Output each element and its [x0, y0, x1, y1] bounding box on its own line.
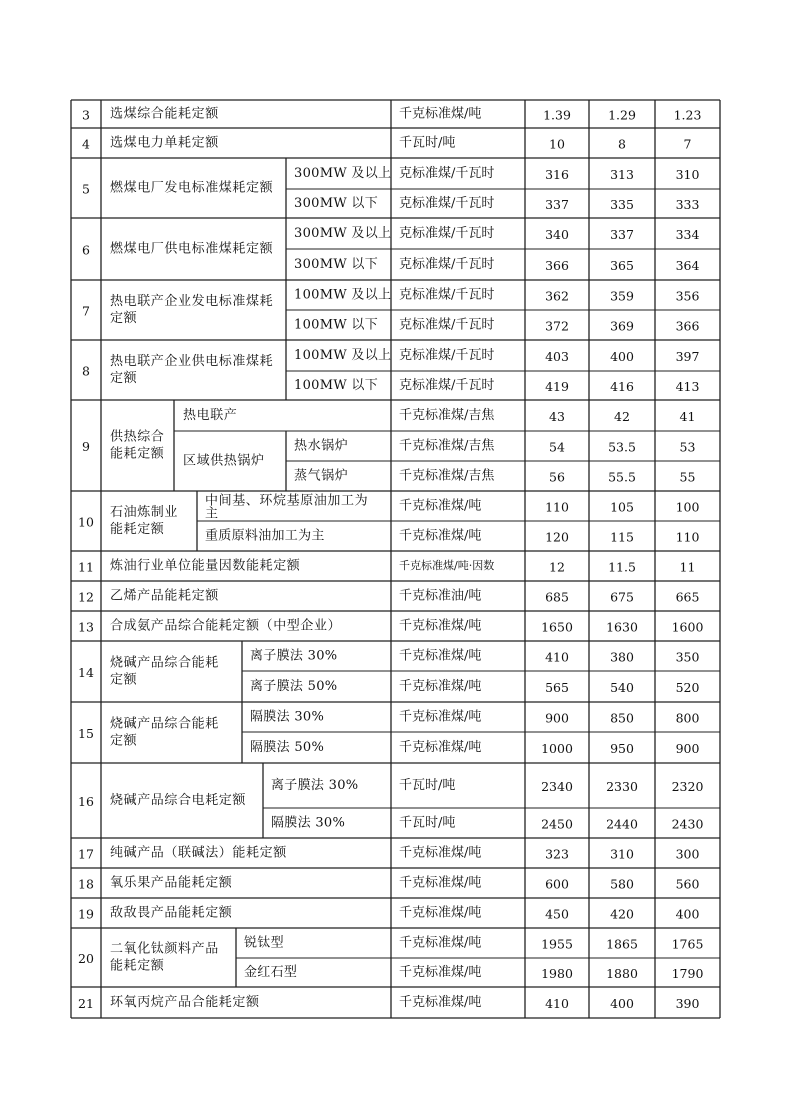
- row-name-line: 能耗定额: [110, 958, 165, 974]
- sub-value-1: 2450: [541, 816, 573, 832]
- unit-label: 千克标准煤/吨: [399, 618, 482, 634]
- row-name-line: 定额: [110, 311, 138, 326]
- row-value-2: 400: [610, 996, 634, 1011]
- row-value-2: 580: [610, 876, 634, 892]
- row-value-1: 323: [545, 846, 569, 862]
- chp-value-1: 43: [549, 409, 565, 424]
- sub-value-2: 365: [610, 258, 634, 273]
- row-number: 8: [82, 363, 90, 379]
- sub-label: 离子膜法 30%: [271, 778, 359, 793]
- boiler-type-label: 蒸气锅炉: [294, 468, 349, 484]
- row-value-2: 310: [610, 846, 634, 862]
- row-name: 燃煤电厂发电标准煤耗定额: [110, 180, 274, 196]
- sub-value-3: 110: [675, 529, 700, 545]
- unit-label: 克标准煤/千瓦时: [399, 378, 495, 393]
- row-value-1: 1.39: [543, 107, 571, 123]
- boiler-type-label: 热水锅炉: [294, 438, 349, 454]
- unit-label: 千克标准煤/吨: [399, 995, 482, 1010]
- boiler-value-2: 53.5: [608, 439, 636, 455]
- row-number: 18: [78, 876, 94, 892]
- row-value-1: 10: [549, 136, 565, 152]
- sub-value-3: 356: [675, 288, 700, 304]
- sub-value-3: 350: [675, 649, 700, 665]
- unit-label: 千克标准煤/吨: [399, 935, 482, 951]
- sub-value-2: 359: [610, 288, 634, 304]
- row-value-1: 600: [545, 876, 569, 892]
- sub-label: 100MW 以下: [294, 317, 379, 333]
- sub-value-2: 2330: [606, 779, 638, 794]
- unit-label: 千克标准煤/吨: [399, 498, 482, 514]
- unit-label: 千克标准煤/吨: [399, 648, 482, 664]
- unit-label: 克标准煤/千瓦时: [399, 226, 495, 241]
- unit-label: 千克标准煤/吨: [399, 679, 482, 694]
- row-number: 4: [82, 136, 90, 152]
- sub-value-1: 316: [545, 167, 569, 182]
- sub-value-3: 333: [675, 197, 700, 212]
- unit-label: 千克标准煤/吉焦: [399, 408, 495, 423]
- sub-value-1: 366: [545, 258, 569, 273]
- sub-value-3: 413: [675, 379, 700, 394]
- unit-label: 千瓦时/吨: [399, 778, 456, 793]
- row-value-3: 11: [679, 559, 696, 575]
- unit-label: 千克标准煤/吨: [399, 875, 482, 891]
- boiler-value-3: 55: [679, 469, 696, 485]
- row-value-3: 560: [675, 876, 700, 892]
- unit-label: 克标准煤/千瓦时: [399, 317, 495, 333]
- row-number: 5: [82, 181, 90, 197]
- sub-label: 离子膜法 50%: [250, 679, 338, 694]
- row-value-3: 1600: [671, 619, 704, 635]
- sub-label: 锐钛型: [244, 935, 284, 951]
- unit-label: 千克标准煤/吨: [399, 528, 482, 544]
- sub-value-1: 403: [545, 349, 569, 364]
- row-value-2: 1.29: [608, 107, 636, 123]
- unit-label: 克标准煤/千瓦时: [399, 196, 495, 211]
- sub-value-3: 520: [675, 680, 700, 695]
- sub-label: 离子膜法 30%: [250, 648, 338, 664]
- sub-value-3: 364: [675, 258, 700, 273]
- row-name-line: 定额: [110, 733, 138, 749]
- sub-value-1: 565: [545, 680, 569, 695]
- boiler-value-2: 55.5: [608, 469, 636, 485]
- unit-label: 千克标准煤/吉焦: [399, 468, 495, 484]
- unit-label: 千瓦时/吨: [399, 135, 456, 151]
- sub-value-2: 313: [610, 167, 634, 182]
- sub-value-1: 372: [545, 318, 569, 334]
- row-number: 12: [78, 589, 94, 605]
- row-value-2: 11.5: [608, 559, 636, 575]
- row-number: 21: [78, 996, 94, 1011]
- unit-label: 千克标准煤/吨: [399, 965, 482, 980]
- row-number: 17: [78, 846, 94, 862]
- sub-value-3: 100: [675, 499, 700, 515]
- unit-label: 千克标准煤/吨: [399, 106, 482, 122]
- row-value-1: 12: [549, 559, 565, 575]
- row-name: 选煤电力单耗定额: [110, 135, 219, 151]
- row-name: 燃煤电厂供电标准煤耗定额: [110, 241, 274, 257]
- row-number: 3: [82, 107, 90, 123]
- unit-label: 千克标准煤/吨·因数: [399, 559, 495, 572]
- row-name-line: 热电联产企业供电标准煤耗: [110, 354, 274, 369]
- sub-value-3: 1765: [671, 936, 704, 952]
- sub-value-1: 120: [545, 529, 569, 545]
- row-value-3: 665: [675, 589, 700, 605]
- row-value-3: 300: [675, 846, 700, 862]
- sub-value-1: 419: [545, 379, 569, 394]
- sub-value-2: 380: [610, 649, 634, 665]
- sub-label-line: 主: [205, 506, 219, 522]
- row-name: 选煤综合能耗定额: [110, 106, 219, 122]
- sub-value-1: 2340: [541, 779, 573, 794]
- sub-value-1: 410: [545, 649, 569, 665]
- sub-value-3: 2320: [671, 779, 704, 794]
- chp-value-3: 41: [679, 409, 696, 424]
- row-number: 16: [78, 794, 94, 809]
- unit-label: 千克标准油/吨: [399, 588, 482, 604]
- unit-label: 克标准煤/千瓦时: [399, 166, 495, 181]
- sub-label: 金红石型: [244, 965, 298, 980]
- sub-value-2: 337: [610, 227, 634, 242]
- sub-value-3: 800: [675, 710, 700, 726]
- sub-value-2: 416: [610, 379, 634, 394]
- sub-value-3: 1790: [671, 966, 704, 981]
- sub-label: 隔膜法 30%: [250, 709, 325, 725]
- row-value-1: 410: [545, 996, 569, 1011]
- sub-label: 300MW 以下: [294, 257, 379, 272]
- row-number: 20: [78, 951, 94, 966]
- sub-value-2: 540: [610, 680, 634, 695]
- row-number: 13: [78, 619, 94, 635]
- sub-value-1: 1955: [541, 936, 573, 952]
- row-number: 6: [82, 242, 90, 258]
- sub-value-1: 110: [545, 499, 569, 515]
- sub-value-2: 850: [610, 710, 634, 726]
- sub-label-line: 中间基、环烷基原油加工为: [205, 493, 369, 509]
- sub-value-2: 115: [610, 529, 634, 545]
- row-name-line: 定额: [110, 371, 138, 386]
- row-value-3: 400: [675, 906, 700, 922]
- row-name: 环氧丙烷产品合能耗定额: [110, 995, 260, 1010]
- sub-value-2: 369: [610, 318, 634, 334]
- sub-value-1: 900: [545, 710, 569, 726]
- unit-label: 千瓦时/吨: [399, 815, 456, 831]
- sub-value-1: 1980: [541, 966, 573, 981]
- sub-value-3: 366: [675, 318, 700, 334]
- row-name: 合成氨产品综合能耗定额（中型企业）: [110, 618, 342, 634]
- sub-value-2: 1880: [606, 966, 638, 981]
- row-name-line: 热电联产企业发电标准煤耗: [110, 294, 274, 309]
- row-value-2: 1630: [606, 619, 638, 635]
- sub-value-1: 337: [545, 197, 569, 212]
- sub-value-2: 950: [610, 741, 634, 756]
- row-value-1: 450: [545, 906, 569, 922]
- row-number: 15: [78, 726, 94, 741]
- row-value-2: 675: [610, 589, 634, 605]
- sub-value-2: 1865: [606, 936, 638, 952]
- sub-label: 重质原料油加工为主: [205, 528, 325, 544]
- sub-value-3: 397: [675, 349, 700, 364]
- unit-label: 克标准煤/千瓦时: [399, 348, 495, 363]
- sub-value-3: 2430: [671, 816, 704, 832]
- sub-label: 300MW 及以上: [294, 166, 392, 181]
- row-value-3: 390: [675, 996, 700, 1011]
- sub-label: 100MW 以下: [294, 378, 379, 393]
- unit-label: 千克标准煤/吨: [399, 845, 482, 861]
- row-value-3: 7: [683, 136, 692, 152]
- sub-value-3: 334: [675, 227, 700, 242]
- row-name-line: 能耗定额: [110, 522, 165, 537]
- sub-value-2: 400: [610, 349, 634, 364]
- unit-label: 克标准煤/千瓦时: [399, 257, 495, 272]
- row-value-3: 1.23: [673, 107, 702, 123]
- sub-value-1: 1000: [541, 741, 573, 756]
- sub-value-2: 105: [610, 499, 634, 515]
- row-name-line: 能耗定额: [110, 446, 165, 462]
- row-name-line: 石油炼制业: [110, 505, 179, 520]
- unit-label: 克标准煤/千瓦时: [399, 287, 495, 303]
- row-name-line: 二氧化钛颜料产品: [110, 941, 219, 957]
- row-number: 14: [78, 665, 94, 680]
- sub-value-1: 340: [545, 227, 569, 242]
- district-heating-label: 区域供热锅炉: [183, 453, 265, 469]
- row-name-line: 烧碱产品综合能耗: [110, 655, 219, 671]
- row-name: 乙烯产品能耗定额: [110, 588, 219, 604]
- sub-value-3: 900: [675, 741, 700, 756]
- sub-value-1: 362: [545, 288, 569, 304]
- sub-value-2: 335: [610, 197, 634, 212]
- boiler-value-1: 56: [549, 469, 565, 485]
- row-number: 19: [78, 906, 94, 922]
- heat-chp-label: 热电联产: [183, 408, 238, 423]
- sub-label: 300MW 及以上: [294, 226, 392, 241]
- row-number: 7: [82, 303, 90, 319]
- sub-label: 300MW 以下: [294, 196, 379, 211]
- row-name-line: 定额: [110, 672, 138, 688]
- row-name: 炼油行业单位能量因数能耗定额: [110, 558, 301, 574]
- row-number: 10: [78, 514, 94, 530]
- row-number: 11: [78, 559, 94, 575]
- sub-value-3: 310: [675, 167, 700, 182]
- unit-label: 千克标准煤/吨: [399, 709, 482, 725]
- sub-label: 隔膜法 50%: [250, 740, 325, 755]
- row-name: 氧乐果产品能耗定额: [110, 875, 233, 891]
- sub-label: 隔膜法 30%: [271, 815, 346, 831]
- row-value-2: 8: [618, 136, 626, 152]
- boiler-value-1: 54: [549, 439, 565, 455]
- unit-label: 千克标准煤/吨: [399, 905, 482, 921]
- unit-label: 千克标准煤/吨: [399, 740, 482, 755]
- row-value-2: 420: [610, 906, 634, 922]
- row-name: 烧碱产品综合电耗定额: [110, 793, 247, 808]
- row-number: 9: [82, 439, 90, 454]
- row-name: 敌敌畏产品能耗定额: [110, 905, 233, 921]
- row-name: 纯碱产品（联碱法）能耗定额: [110, 845, 287, 861]
- boiler-value-3: 53: [679, 439, 696, 455]
- sub-label: 100MW 及以上: [294, 348, 392, 363]
- unit-label: 千克标准煤/吉焦: [399, 438, 495, 454]
- row-value-1: 685: [545, 589, 569, 605]
- row-name-line: 烧碱产品综合能耗: [110, 716, 219, 732]
- sub-label: 100MW 及以上: [294, 287, 392, 303]
- chp-value-2: 42: [614, 409, 630, 424]
- row-name-line: 供热综合: [110, 429, 165, 445]
- row-value-1: 1650: [541, 619, 573, 635]
- sub-value-2: 2440: [606, 816, 638, 832]
